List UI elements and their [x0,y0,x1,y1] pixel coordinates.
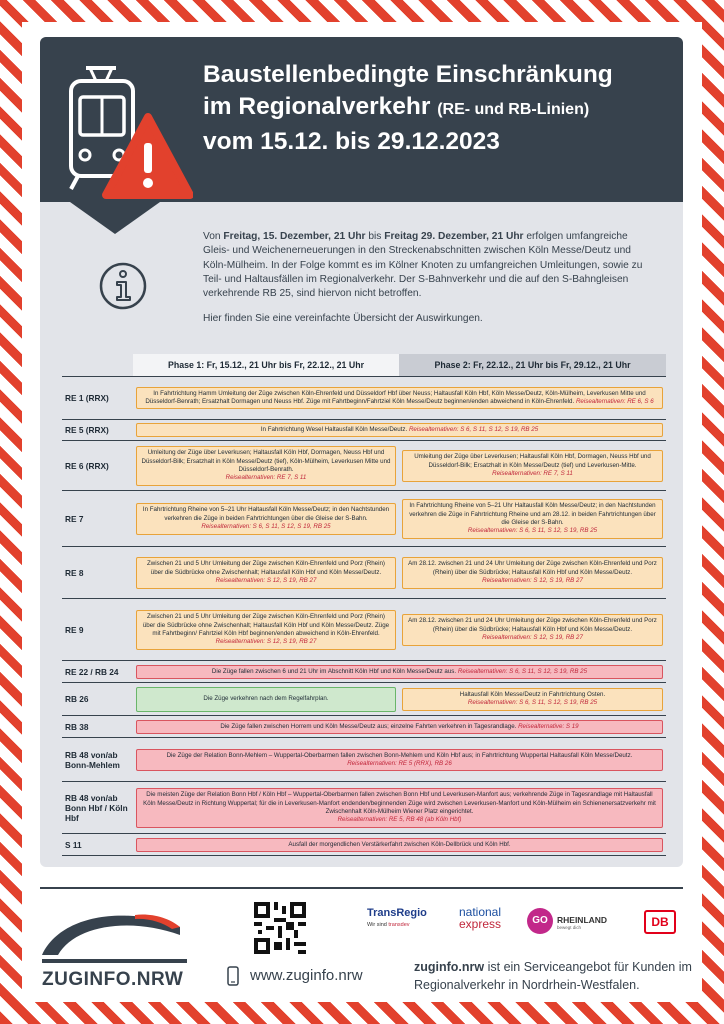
db-wordmark: DB [651,915,669,929]
title-line-3: vom 15.12. bis 29.12.2023 [203,128,500,155]
goahead-rheinland: RHEINLAND [557,915,608,925]
phase-2-box [402,614,663,645]
zuginfo-logo [40,907,200,967]
line-label: RB 38 [62,716,133,738]
alternatives: Reisealternativen: S 6, S 11, S 12, S 19, RB 25 [467,527,598,535]
alternatives: Reisealternativen: S 6, S 11, S 12, S 19, RB 25 [457,667,588,675]
impact-box [136,423,663,437]
impact-text: Zwischen 21 und 5 Uhr Umleitung der Züge zwischen Köln-Ehrenfeld und Porz (Rhein) über die Südbrücke ohne Zwischenhalt; Haltausfall Köln Hbf und Köln Messe/Deutz. Züge mit Fahrtbeginn/ Fahrtziel Köln Hbf beginnen/enden abweichend in Köln-Ehrenfeld. [142,613,390,637]
phase-1-header: Phase 1: Fr, 15.12., 21 Uhr bis Fr, 22.12., 21 Uhr [133,354,399,377]
phase-2-box [402,688,663,711]
phase-2-box [402,450,663,481]
line-label: RE 8 [62,547,133,599]
impact-text: Zwischen 21 und 5 Uhr Umleitung der Züge zwischen Köln-Ehrenfeld und Porz (Rhein) über die Südbrücke ohne Zwischenhalt; Haltausfall Köln Hbf und Köln Messe/Deutz. [147,560,385,576]
content-panel [40,37,683,867]
intro-part: erfolgen umfangreiche Gleis- und Weichenerneuerungen in den Streckenabschnitten zwischen Köln Messe/Deutz und Köln-Mülheim. In der Folge kommt es im Kölner Knoten zu umfangreichen Umleitungen, sowie zu Teil- und Haltausfällen im Regionalverkehr. Der S-Bahnverkehr und die auf den S-Bahngleisen verkehrende RB 25, sind hiervon nicht betroffen. [203,231,643,300]
impact-text: Die Züge der Relation Bonn-Mehlem – Wuppertal-Oberbarmen fallen zwischen Bonn-Mehlem und Köln Hbf aus; in Fahrtrichtung Wuppertal Haltausfall Köln Messe/Deutz. [166,751,633,759]
poster-sheet [22,22,702,1002]
table-row [62,834,666,856]
transregio-logo [367,907,437,928]
impact-text: Die meisten Züge der Relation Bonn Hbf / Köln Hbf – Wuppertal-Oberbarmen fallen zwischen Bonn Hbf und Leverkusen-Manfort aus; verkehrende Züge in Tagesrandlage mit Haltausfall Köln Messe/Deutz in Richtung Wuppertal; für die in Leverkusen-Manfort endenden/beginnenden Züge wird zwischen Leverkusen-Manfort und Köln-Mülheim ein Schienenersatzverkehr mit Zwischenhalt Köln-Mülheim Wiener Platz eingerichtet. [143,791,656,815]
line-label: RE 7 [62,491,133,547]
service-bold: zuginfo.nrw [414,960,485,974]
impact-text: Haltausfall Köln Messe/Deutz in Fahrtrichtung Osten. [459,691,606,698]
alternatives: Reisealternativen: S 12, S 19, RB 27 [482,577,583,585]
alternatives: Reisealternativen: S 12, S 19, RB 27 [215,577,317,585]
alternatives: Reisealternativen: S 6, S 11, S 12, S 19, RB 25 [201,523,331,531]
db-logo [644,910,676,934]
line-label: RE 1 (RRX) [62,377,133,420]
alternatives: Reisealternativen: RE 5 (RRX), RB 26 [347,759,452,767]
impact-text: In Fahrtrichtung Wesel Haltausfall Köln Messe/Deutz. [260,426,408,433]
alternatives: Reisealternativen: RE 7, S 11 [225,474,307,482]
line-label: RB 48 von/ab Bonn Hbf / Köln Hbf [62,782,133,834]
impact-text: Die Züge verkehren nach dem Regelfahrplan. [203,695,329,703]
impact-text: Umleitung der Züge über Leverkusen; Haltausfall Köln Hbf, Dormagen, Neuss Hbf und Düsseldorf-Bilk; Ersatzhalt in Köln Messe/Deutz (tief) und Leverkusen-Mitte. [414,453,651,469]
impact-box [136,720,663,734]
impact-text: Umleitung der Züge über Leverkusen; Haltausfall Köln Hbf, Dormagen, Neuss Hbf und Düsseldorf-Bilk; Ersatzhalt in Köln Messe/Deutz (tief), Köln-Mülheim, Leverkusen Mitte und Düsseldorf-Benrath. [141,449,391,473]
goahead-claim: bewegt dich [557,925,582,930]
alternatives: Reisealternativen: S 12, S 19, RB 27 [215,638,317,646]
intro-date-start: Freitag, 15. Dezember, 21 Uhr [223,231,366,242]
train-warning-icon [68,59,193,199]
impact-box [136,788,663,828]
line-label: RE 9 [62,599,133,661]
impact-box [136,665,663,679]
phase-1-box [136,610,396,650]
alternatives: Reisealternativen: RE 7, S 11 [492,470,573,478]
phase-2-header: Phase 2: Fr, 22.12., 21 Uhr bis Fr, 29.12., 21 Uhr [399,354,666,377]
service-rest: ist ein Serviceangebot für Kunden im Regionalverkehr in Nordrhein-Westfalen. [414,960,692,992]
line-label: RE 22 / RB 24 [62,661,133,683]
alternatives: Reisealternativen: RE 6, S 6 [575,398,654,405]
impact-box [136,749,663,772]
national-express-logo [450,906,510,930]
express-wordmark: express [458,917,502,931]
goahead-go: GO [532,915,548,926]
impact-box [136,387,663,410]
header-band [40,37,683,202]
title-line-2-sub: (RE- und RB-Linien) [437,101,590,118]
impact-text: Die Züge fallen zwischen Horrem und Köln Messe/Deutz aus; einzelne Fahrten verkehren in Tagesrandlage. [220,722,517,730]
intro-text [203,230,648,301]
intro-part: Von [203,231,224,242]
website-link[interactable]: www.zuginfo.nrw [250,967,363,984]
impact-text: In Fahrtrichtung Hamm Umleitung der Züge zwischen Köln-Ehrenfeld und Düsseldorf Hbf über Neuss; Haltausfall Köln Hbf, Köln Messe/Deutz, Köln-Mülheim, Leverkusen Mitte und Düsseldorf-Benrath; Ersatzhalt Dormagen und Neuss Hbf. Züge mit Fahrtbeginn/Fahrtziel Köln Messe/Deutz beginnen/enden abweichend in Köln-Ehrenfeld. [145,389,646,405]
impact-table [62,354,666,856]
phone-icon [227,966,239,986]
logo-text: ZUGINFO.NRW [42,969,184,990]
line-label: RB 26 [62,683,133,716]
header-notch [70,202,160,234]
impact-text: Am 28.12. zwischen 21 und 24 Uhr Umleitung der Züge zwischen Köln-Ehrenfeld und Porz (Rhein) über die Südbrücke; Haltausfall Köln Hbf und Köln Messe/Deutz. [408,560,657,576]
table-row [62,377,666,420]
phase-1-box [136,503,396,534]
alternatives: Reisealternative: S 19 [518,722,579,730]
impact-text: Ausfall der morgendlichen Verstärkerfahrt zwischen Köln-Dellbrück und Köln Hbf. [288,840,511,848]
impact-text: Die Züge fallen zwischen 6 und 21 Uhr im Abschnitt Köln Hbf und Köln Messe/Deutz aus. [211,667,457,675]
line-label: S 11 [62,834,133,856]
qr-code[interactable] [254,902,306,954]
page-title [203,59,613,158]
title-line-1: Baustellenbedingte Einschränkung [203,61,613,88]
table-row [62,683,666,716]
line-label: RE 5 (RRX) [62,420,133,441]
transdev-wordmark: transdev [388,922,410,928]
title-line-2: im Regionalverkehr [203,93,431,120]
impact-text: In Fahrtrichtung Rheine von 5–21 Uhr Haltausfall Köln Messe/Deutz; in den Nachtstunden verkehren die Züge in Fahrtrichtung Rheine und am 28.12. in beiden Fahrtrichtungen über die Gleise der S-Bahn. [409,502,656,526]
phase-1-box [136,557,396,588]
goahead-circle [527,908,553,934]
table-row [62,782,666,834]
alternatives: Reisealternativen: S 6, S 11, S 12, S 19, RB 25 [467,699,598,707]
alternatives: Reisealternativen: S 12, S 19, RB 27 [482,634,583,642]
table-row [62,491,666,547]
table-row [62,738,666,782]
table-row [62,420,666,441]
impact-text: In Fahrtrichtung Rheine von 5–21 Uhr Haltausfall Köln Messe/Deutz; in den Nachtstunden verkehren die Züge in beiden Fahrtrichtungen über die Gleise der S-Bahn. [142,506,390,522]
transregio-sub: Wir sind [367,922,387,928]
line-label: RB 48 von/ab Bonn-Mehlem [62,738,133,782]
service-text [414,958,714,994]
table-row [62,599,666,661]
alternatives: Reisealternativen: RE 5, RB 48 (ab Köln Hbf) [337,816,462,824]
table-row [62,716,666,738]
impact-text: Am 28.12. zwischen 21 und 24 Uhr Umleitung der Züge zwischen Köln-Ehrenfeld und Porz (Rhein) über die Südbrücke; Haltausfall Köln Hbf und Köln Messe/Deutz. [408,617,657,633]
phase-2-box [402,557,663,588]
national-wordmark: national [458,905,502,919]
info-icon [97,260,149,312]
table-row [62,441,666,491]
intro-date-end: Freitag 29. Dezember, 21 Uhr [384,231,524,242]
alternatives: Reisealternativen: S 6, S 11, S 12, S 19, RB 25 [408,426,539,433]
phase-1-box [136,446,396,486]
overview-text: Hier finden Sie eine vereinfachte Übersicht der Auswirkungen. [203,313,483,324]
phase-2-box [402,499,663,539]
intro-part: bis [365,231,385,242]
line-label: RE 6 (RRX) [62,441,133,491]
table-row [62,547,666,599]
phase-1-box [136,687,396,711]
impact-box [136,838,663,852]
footer-divider [40,887,683,889]
transregio-wordmark: TransRegio [367,907,427,919]
table-row [62,661,666,683]
